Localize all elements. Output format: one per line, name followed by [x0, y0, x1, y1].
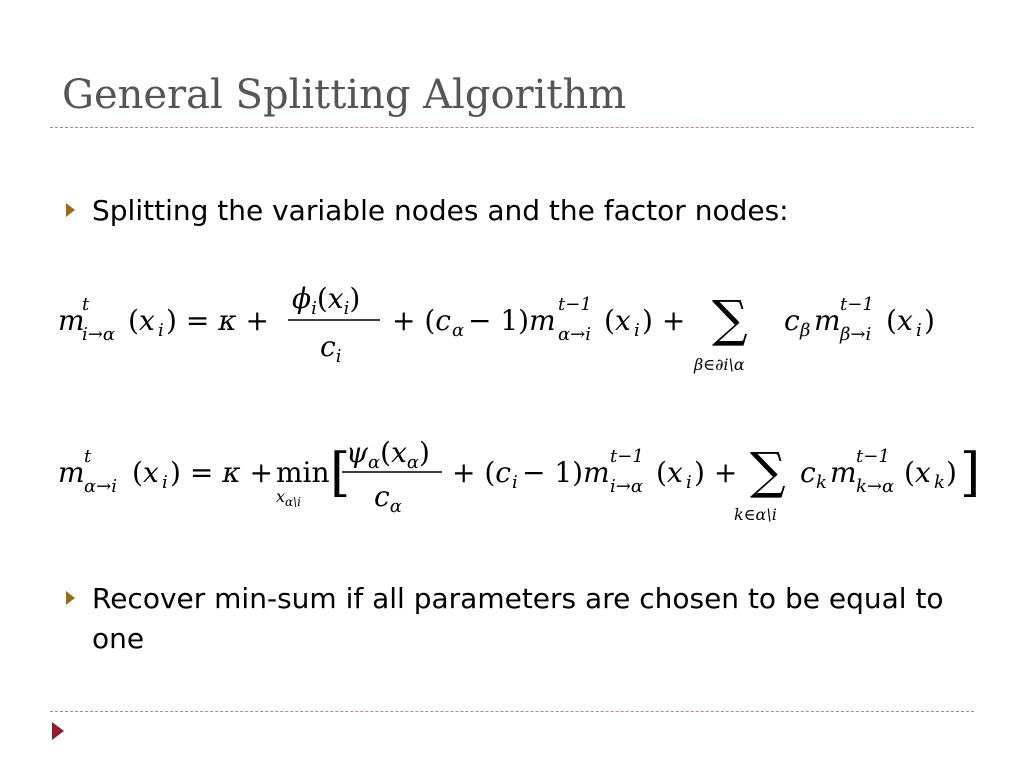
triangle-bullet-icon	[66, 203, 75, 217]
svg-text:i: i	[162, 472, 168, 493]
svg-text:k: k	[816, 472, 827, 493]
slide-title: General Splitting Algorithm	[62, 72, 627, 118]
svg-text:m: m	[58, 456, 85, 489]
svg-text:) +: ) +	[642, 304, 686, 337]
svg-text:β: β	[800, 320, 811, 341]
bullet-text-1: Splitting the variable nodes and the factor nodes:	[92, 194, 789, 227]
svg-text:(x: (x	[886, 304, 913, 337]
svg-text:(x: (x	[656, 456, 683, 489]
svg-text:β→i: β→i	[840, 324, 872, 345]
svg-text:(x: (x	[904, 456, 931, 489]
svg-text:c: c	[784, 304, 800, 337]
svg-text:t−1: t−1	[610, 446, 644, 467]
svg-text:ψα(xα): $\psi_\alpha(x_\alpha)$	[346, 436, 430, 473]
svg-text:i: i	[686, 472, 692, 493]
equation-factor-to-variable	[50, 420, 980, 530]
svg-text:t: t	[82, 294, 90, 315]
svg-text:i: i	[512, 472, 518, 493]
svg-text:α: α	[452, 320, 465, 341]
svg-text:m: m	[814, 304, 841, 337]
svg-text:β∈∂i\α: β∈∂i\α	[694, 355, 745, 374]
svg-text:(x: (x	[128, 304, 155, 337]
svg-text:ci: $c_i$	[320, 330, 342, 367]
svg-text:ϕi(xi): $\phi_i(x_i)$	[292, 282, 361, 319]
svg-text:t: t	[84, 446, 92, 467]
title-divider	[50, 127, 974, 128]
svg-text:i: i	[158, 320, 164, 341]
svg-text:t−1: t−1	[856, 446, 890, 467]
equation-variable-to-factor	[50, 260, 970, 380]
svg-text:+ (c: + (c	[392, 304, 451, 337]
svg-text:i→α: i→α	[82, 324, 115, 345]
svg-text:α→i: α→i	[84, 476, 117, 497]
svg-text:]: ]	[960, 443, 980, 503]
svg-text:(x: (x	[604, 304, 631, 337]
svg-text:k→α: k→α	[856, 476, 895, 497]
svg-text:min: min	[276, 456, 330, 489]
svg-text:i: i	[634, 320, 640, 341]
svg-text:c: c	[800, 456, 816, 489]
svg-text:[: [	[330, 443, 351, 503]
svg-text:): )	[924, 304, 935, 337]
svg-text:cα: $c_\alpha$	[374, 480, 402, 517]
svg-text:m: m	[58, 304, 85, 337]
svg-text:∑: ∑	[712, 290, 748, 348]
svg-text:xα\i: $x_{\alpha\backslash i}$	[276, 487, 302, 509]
svg-text:+ (c: + (c	[452, 456, 511, 489]
svg-text:t−1: t−1	[558, 294, 592, 315]
bullet-text-2: Recover min-sum if all parameters are chosen to be equal to one	[92, 582, 944, 655]
svg-text:∑: ∑	[750, 442, 786, 500]
triangle-bullet-icon	[66, 591, 75, 605]
footer-divider	[50, 711, 974, 712]
svg-text:i→α: i→α	[610, 476, 643, 497]
svg-text:− 1)m: − 1)m	[468, 304, 556, 337]
triangle-footer-icon	[52, 722, 64, 740]
svg-text:) +: ) +	[694, 456, 738, 489]
svg-text:m: m	[830, 456, 857, 489]
svg-text:) = κ +: ) = κ +	[170, 456, 273, 489]
svg-text:α→i: α→i	[558, 324, 591, 345]
svg-text:k∈α\i: k∈α\i	[734, 505, 777, 524]
svg-text:k: k	[934, 472, 945, 493]
svg-text:) = κ +: ) = κ +	[166, 304, 269, 337]
svg-text:): )	[946, 456, 957, 489]
svg-text:(x: (x	[132, 456, 159, 489]
svg-text:t−1: t−1	[840, 294, 874, 315]
svg-text:− 1)m: − 1)m	[522, 456, 610, 489]
svg-text:i: i	[916, 320, 922, 341]
